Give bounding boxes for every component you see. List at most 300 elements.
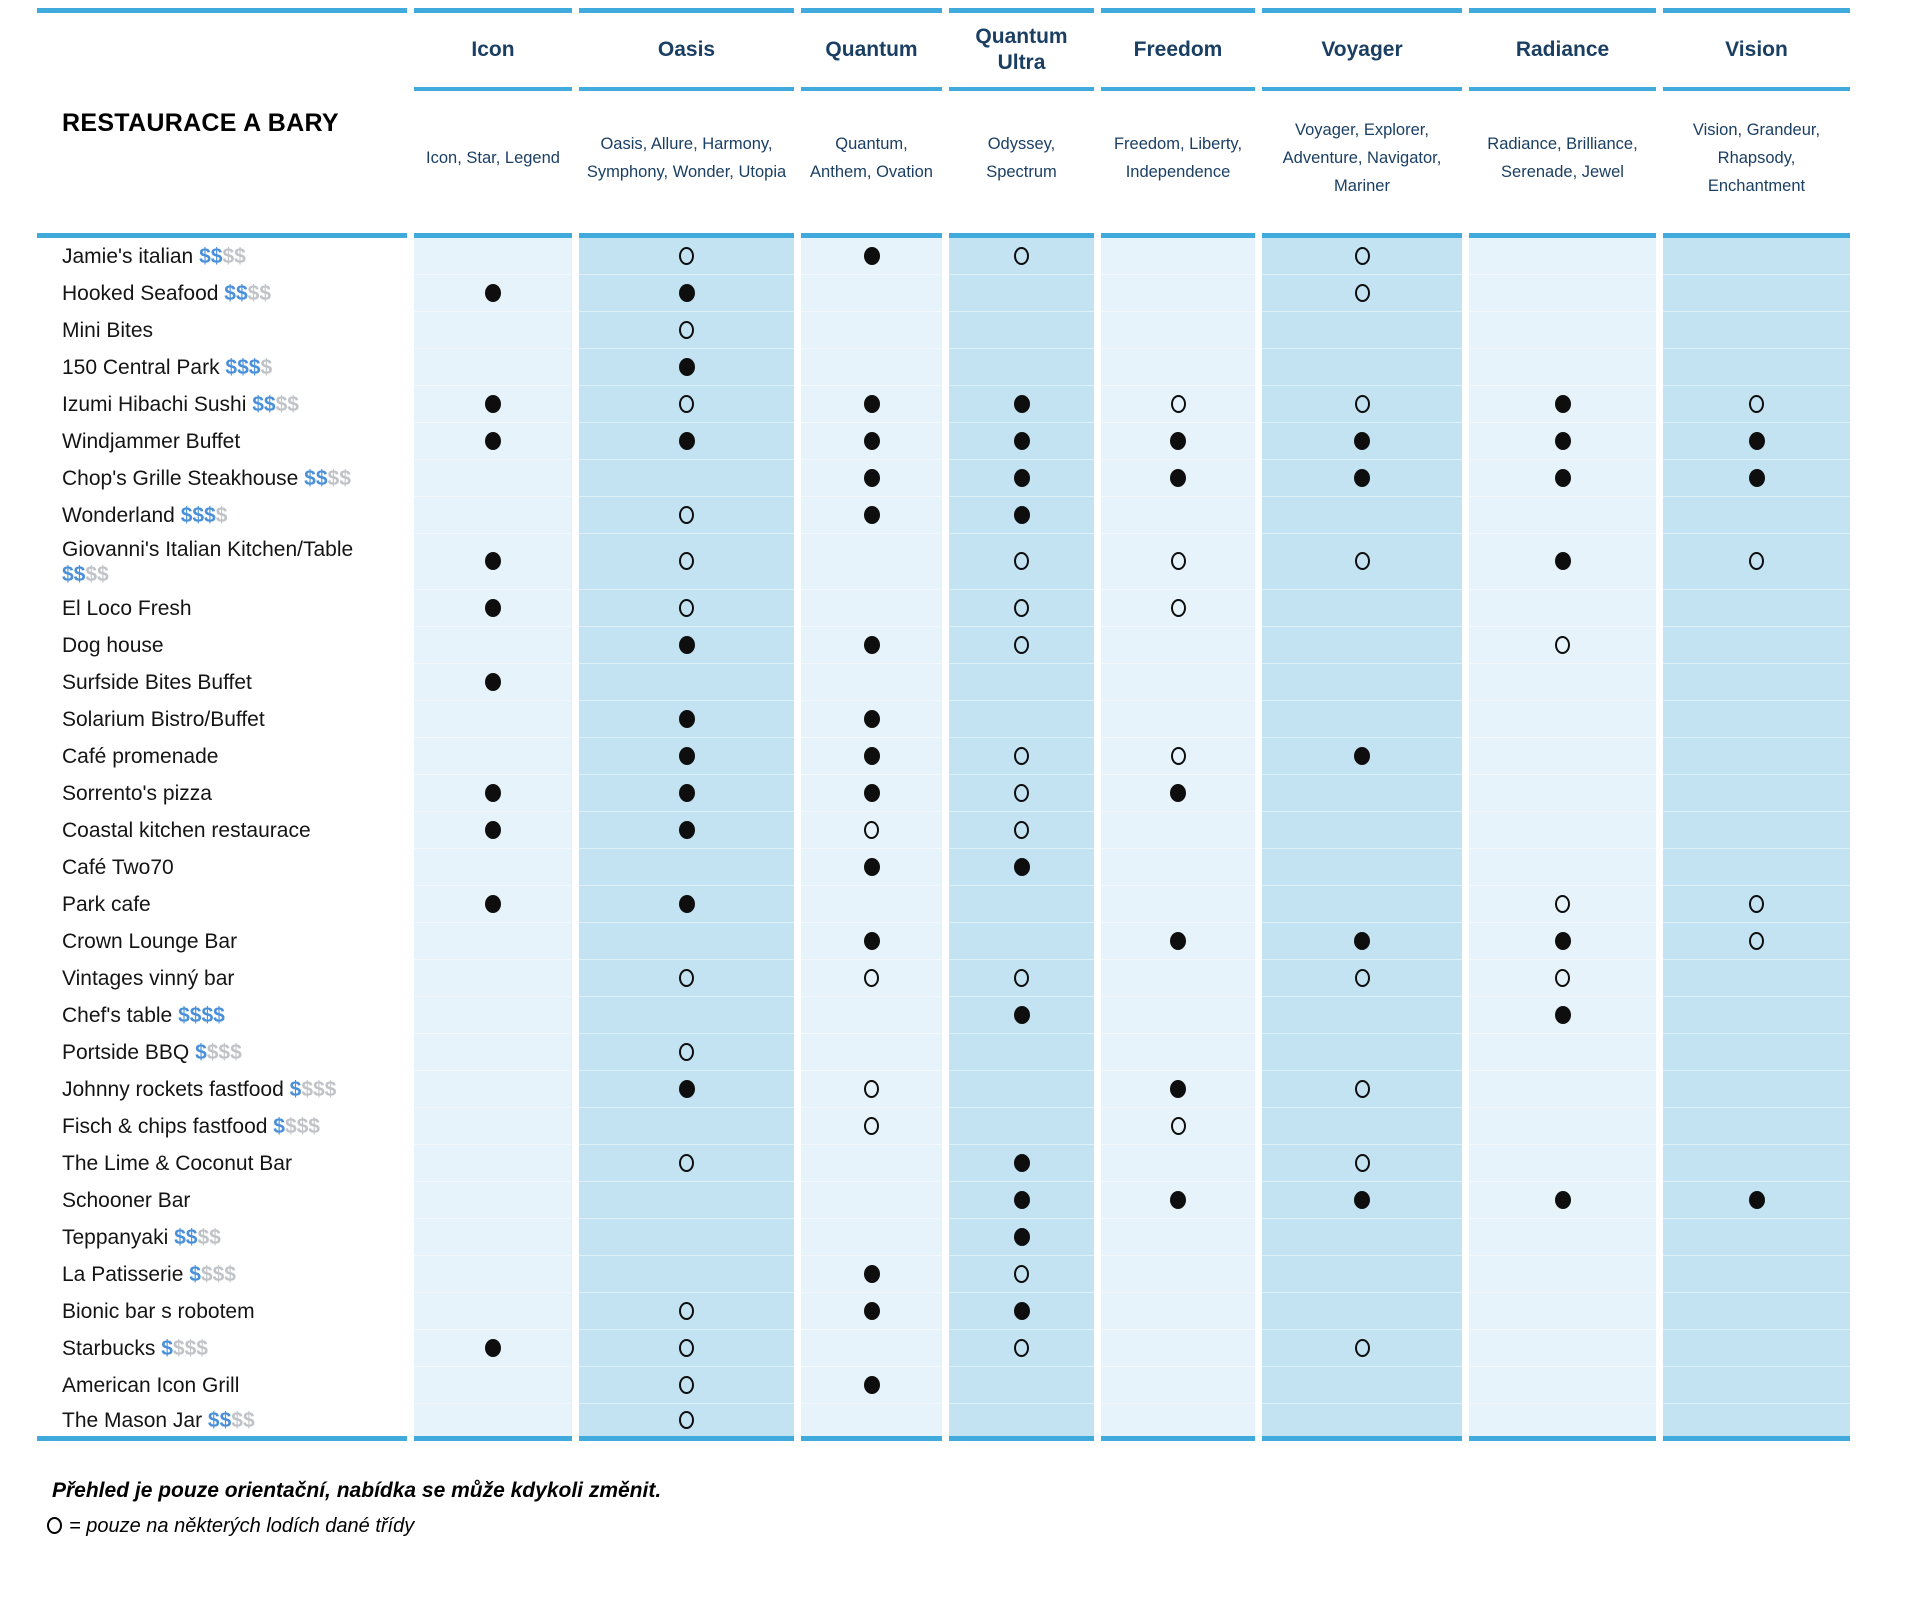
restaurant-name: Dog house bbox=[62, 634, 164, 657]
availability-cell bbox=[579, 238, 794, 275]
open-circle-icon bbox=[47, 1517, 62, 1534]
availability-cell bbox=[801, 849, 942, 886]
availability-cell bbox=[949, 738, 1094, 775]
availability-cell bbox=[414, 738, 572, 775]
availability-cell bbox=[1469, 534, 1656, 590]
filled-dot-icon bbox=[864, 506, 880, 524]
filled-dot-icon bbox=[1555, 1191, 1571, 1209]
availability-cell bbox=[949, 627, 1094, 664]
restaurant-name-cell bbox=[37, 701, 407, 738]
restaurant-name: Izumi Hibachi Sushi bbox=[62, 393, 247, 416]
availability-cell bbox=[801, 1145, 942, 1182]
restaurant-name: The Lime & Coconut Bar bbox=[62, 1152, 292, 1175]
ships-list-freedom: Freedom, Liberty, Independence bbox=[1101, 91, 1255, 238]
restaurant-name-cell bbox=[37, 664, 407, 701]
open-circle-icon bbox=[679, 1411, 694, 1429]
filled-dot-icon bbox=[864, 432, 880, 450]
restaurant-row-crown-lounge-bar bbox=[37, 923, 1850, 960]
open-circle-icon bbox=[679, 969, 694, 987]
availability-cell bbox=[579, 1034, 794, 1071]
restaurant-name-cell bbox=[37, 997, 407, 1034]
availability-cell bbox=[1469, 238, 1656, 275]
availability-cell bbox=[1469, 1330, 1656, 1367]
filled-dot-icon bbox=[1014, 858, 1030, 876]
open-circle-icon bbox=[1014, 599, 1029, 617]
availability-cell bbox=[1469, 1219, 1656, 1256]
availability-cell bbox=[1663, 960, 1850, 997]
filled-dot-icon bbox=[864, 932, 880, 950]
availability-cell bbox=[1469, 1367, 1656, 1404]
availability-cell bbox=[1663, 460, 1850, 497]
restaurant-name: Portside BBQ bbox=[62, 1041, 190, 1064]
price-level: $ bbox=[155, 1337, 173, 1360]
ships-list-oasis: Oasis, Allure, Harmony, Symphony, Wonder, Utopia bbox=[579, 91, 794, 238]
price-level: $$ bbox=[62, 563, 86, 586]
open-circle-icon bbox=[1014, 784, 1029, 802]
restaurant-name: Starbucks bbox=[62, 1337, 156, 1360]
availability-cell bbox=[1663, 349, 1850, 386]
restaurant-name-cell bbox=[37, 497, 407, 534]
availability-cell bbox=[1101, 701, 1255, 738]
availability-cell bbox=[801, 627, 942, 664]
restaurant-name-cell bbox=[37, 886, 407, 923]
open-circle-icon bbox=[1171, 395, 1186, 413]
restaurant-name-cell bbox=[37, 349, 407, 386]
open-circle-icon bbox=[679, 599, 694, 617]
filled-dot-icon bbox=[864, 710, 880, 728]
availability-cell bbox=[414, 775, 572, 812]
availability-cell bbox=[1469, 738, 1656, 775]
availability-cell bbox=[1262, 1367, 1462, 1404]
availability-cell bbox=[801, 534, 942, 590]
restaurant-name: Giovanni's Italian Kitchen/Table bbox=[62, 538, 354, 561]
availability-cell bbox=[1469, 701, 1656, 738]
availability-cell bbox=[1262, 849, 1462, 886]
price-level-muted: $$$ bbox=[206, 1041, 242, 1064]
price-level: $$$$ bbox=[172, 1004, 225, 1027]
restaurant-name-cell bbox=[37, 1367, 407, 1404]
availability-cell bbox=[1469, 886, 1656, 923]
availability-cell bbox=[1101, 997, 1255, 1034]
availability-cell bbox=[801, 997, 942, 1034]
availability-cell bbox=[949, 349, 1094, 386]
availability-cell bbox=[1101, 497, 1255, 534]
availability-cell bbox=[1101, 664, 1255, 701]
price-level-muted: $$ bbox=[231, 1408, 255, 1432]
filled-dot-icon bbox=[1555, 552, 1571, 570]
availability-cell bbox=[1262, 275, 1462, 312]
restaurant-name-cell bbox=[37, 812, 407, 849]
availability-cell bbox=[1663, 386, 1850, 423]
availability-cell bbox=[414, 423, 572, 460]
restaurant-name: Jamie's italian bbox=[62, 245, 194, 268]
availability-cell bbox=[949, 1071, 1094, 1108]
open-circle-icon bbox=[1171, 599, 1186, 617]
restaurant-name-cell bbox=[37, 460, 407, 497]
restaurant-name: Solarium Bistro/Buffet bbox=[62, 708, 265, 731]
price-level-muted: $$$ bbox=[284, 1115, 320, 1138]
restaurant-row-sorrento-s-pizza bbox=[37, 775, 1850, 812]
availability-cell bbox=[1469, 997, 1656, 1034]
restaurant-name: Surfside Bites Buffet bbox=[62, 671, 252, 694]
availability-cell bbox=[579, 1219, 794, 1256]
availability-cell bbox=[414, 886, 572, 923]
disclaimer-note: Přehled je pouze orientační, nabídka se může kdykoli změnit. bbox=[52, 1479, 662, 1502]
restaurant-name: Hooked Seafood bbox=[62, 282, 219, 305]
restaurant-name-cell bbox=[37, 738, 407, 775]
availability-cell bbox=[414, 1293, 572, 1330]
availability-cell bbox=[1469, 1256, 1656, 1293]
restaurant-name: The Mason Jar bbox=[62, 1408, 203, 1432]
availability-cell bbox=[1663, 238, 1850, 275]
open-circle-icon bbox=[679, 395, 694, 413]
availability-cell bbox=[1262, 349, 1462, 386]
availability-cell bbox=[801, 460, 942, 497]
availability-cell bbox=[1663, 1293, 1850, 1330]
availability-cell bbox=[579, 849, 794, 886]
filled-dot-icon bbox=[1354, 932, 1370, 950]
restaurant-name-cell bbox=[37, 312, 407, 349]
availability-cell bbox=[579, 997, 794, 1034]
filled-dot-icon bbox=[1749, 432, 1765, 450]
restaurant-name: Windjammer Buffet bbox=[62, 430, 241, 453]
open-circle-icon bbox=[1171, 747, 1186, 765]
availability-cell bbox=[949, 1330, 1094, 1367]
availability-cell bbox=[1469, 1404, 1656, 1441]
availability-cell bbox=[1663, 701, 1850, 738]
ships-list-voyager: Voyager, Explorer, Adventure, Navigator, Mariner bbox=[1262, 91, 1462, 238]
availability-cell bbox=[1101, 1071, 1255, 1108]
restaurant-row-coastal-kitchen-restaurace bbox=[37, 812, 1850, 849]
availability-cell bbox=[801, 960, 942, 997]
availability-cell bbox=[949, 1108, 1094, 1145]
restaurant-row-150-central-park bbox=[37, 349, 1850, 386]
price-level-muted: $$ bbox=[275, 393, 299, 416]
availability-cell bbox=[1262, 497, 1462, 534]
restaurant-name-cell bbox=[37, 386, 407, 423]
open-circle-icon bbox=[1749, 395, 1764, 413]
availability-cell bbox=[1469, 1034, 1656, 1071]
availability-cell bbox=[1663, 1367, 1850, 1404]
filled-dot-icon bbox=[485, 895, 501, 913]
availability-cell bbox=[1469, 460, 1656, 497]
filled-dot-icon bbox=[1354, 469, 1370, 487]
availability-cell bbox=[949, 275, 1094, 312]
open-circle-icon bbox=[864, 969, 879, 987]
filled-dot-icon bbox=[485, 395, 501, 413]
restaurant-name: Crown Lounge Bar bbox=[62, 930, 238, 953]
restaurant-name-cell bbox=[37, 960, 407, 997]
availability-cell bbox=[414, 701, 572, 738]
availability-cell bbox=[949, 886, 1094, 923]
filled-dot-icon bbox=[864, 858, 880, 876]
ships-list-quantum: Quantum, Anthem, Ovation bbox=[801, 91, 942, 238]
restaurant-name-cell bbox=[37, 238, 407, 275]
availability-cell bbox=[1469, 423, 1656, 460]
restaurant-name-cell bbox=[37, 1034, 407, 1071]
filled-dot-icon bbox=[679, 358, 695, 376]
availability-cell bbox=[414, 1145, 572, 1182]
matrix-corner-header bbox=[37, 8, 407, 238]
restaurant-row-chop-s-grille-steakhouse bbox=[37, 460, 1850, 497]
restaurant-name-cell bbox=[37, 923, 407, 960]
restaurant-name: Mini Bites bbox=[62, 319, 154, 342]
restaurant-row-chef-s-table bbox=[37, 997, 1850, 1034]
availability-cell bbox=[1469, 627, 1656, 664]
filled-dot-icon bbox=[485, 599, 501, 617]
restaurant-name: Café promenade bbox=[62, 745, 219, 768]
availability-cell bbox=[414, 1256, 572, 1293]
availability-cell bbox=[1262, 960, 1462, 997]
availability-cell bbox=[579, 1108, 794, 1145]
availability-cell bbox=[1469, 923, 1656, 960]
availability-cell bbox=[414, 960, 572, 997]
restaurant-name: Café Two70 bbox=[62, 856, 174, 879]
restaurant-row-teppanyaki bbox=[37, 1219, 1850, 1256]
restaurant-name: Fisch & chips fastfood bbox=[62, 1115, 268, 1138]
availability-cell bbox=[1663, 849, 1850, 886]
open-circle-icon bbox=[1014, 1339, 1029, 1357]
availability-cell bbox=[1663, 423, 1850, 460]
availability-cell bbox=[1663, 1256, 1850, 1293]
restaurant-row-izumi-hibachi-sushi bbox=[37, 386, 1850, 423]
availability-cell bbox=[1469, 1182, 1656, 1219]
restaurant-row-the-lime-coconut-bar bbox=[37, 1145, 1850, 1182]
ships-list-quantum-ultra: Odyssey, Spectrum bbox=[949, 91, 1094, 238]
price-level: $$ bbox=[218, 282, 248, 305]
open-circle-icon bbox=[1355, 969, 1370, 987]
restaurant-row-jamie-s-italian bbox=[37, 238, 1850, 275]
restaurant-name: Vintages vinný bar bbox=[62, 967, 235, 990]
restaurant-name-cell bbox=[37, 1182, 407, 1219]
open-circle-icon bbox=[1555, 895, 1570, 913]
filled-dot-icon bbox=[679, 1080, 695, 1098]
availability-cell bbox=[1262, 238, 1462, 275]
availability-cell bbox=[1101, 1182, 1255, 1219]
availability-cell bbox=[801, 349, 942, 386]
class-header-voyager: Voyager bbox=[1262, 8, 1462, 91]
open-circle-icon bbox=[1014, 969, 1029, 987]
price-level-muted: $$ bbox=[247, 282, 272, 305]
open-circle-icon bbox=[1355, 284, 1370, 302]
filled-dot-icon bbox=[864, 247, 880, 265]
availability-cell bbox=[579, 775, 794, 812]
open-circle-icon bbox=[1355, 1080, 1370, 1098]
availability-cell bbox=[801, 923, 942, 960]
open-circle-icon bbox=[1355, 247, 1370, 265]
availability-cell bbox=[579, 1182, 794, 1219]
legend-text: = pouze na některých lodích dané třídy bbox=[69, 1515, 415, 1537]
availability-cell bbox=[1101, 849, 1255, 886]
price-level: $$$ bbox=[174, 504, 216, 527]
availability-cell bbox=[1262, 423, 1462, 460]
restaurant-row-starbucks bbox=[37, 1330, 1850, 1367]
filled-dot-icon bbox=[1014, 469, 1030, 487]
restaurant-row-the-mason-jar bbox=[37, 1404, 1850, 1441]
availability-cell bbox=[1262, 923, 1462, 960]
availability-cell bbox=[1101, 775, 1255, 812]
availability-cell bbox=[1469, 812, 1656, 849]
restaurant-name: Chop's Grille Steakhouse bbox=[62, 467, 299, 490]
availability-cell bbox=[579, 1404, 794, 1441]
availability-cell bbox=[1262, 460, 1462, 497]
filled-dot-icon bbox=[864, 1376, 880, 1394]
open-circle-icon bbox=[679, 1043, 694, 1061]
restaurant-row-caf-promenade bbox=[37, 738, 1850, 775]
restaurant-row-fisch-chips-fastfood bbox=[37, 1108, 1850, 1145]
availability-cell bbox=[801, 1367, 942, 1404]
availability-cell bbox=[414, 664, 572, 701]
availability-cell bbox=[1262, 1219, 1462, 1256]
open-circle-icon bbox=[864, 821, 879, 839]
availability-cell bbox=[1101, 386, 1255, 423]
filled-dot-icon bbox=[864, 1302, 880, 1320]
availability-cell bbox=[1663, 275, 1850, 312]
price-level: $ bbox=[267, 1115, 285, 1138]
availability-cell bbox=[1101, 423, 1255, 460]
availability-cell bbox=[414, 1219, 572, 1256]
restaurant-row-park-cafe bbox=[37, 886, 1850, 923]
availability-cell bbox=[579, 349, 794, 386]
open-circle-icon bbox=[1749, 552, 1764, 570]
price-level: $$ bbox=[193, 245, 223, 268]
filled-dot-icon bbox=[1014, 506, 1030, 524]
availability-cell bbox=[1469, 1145, 1656, 1182]
availability-cell bbox=[949, 701, 1094, 738]
filled-dot-icon bbox=[1170, 432, 1186, 450]
availability-cell bbox=[414, 1404, 572, 1441]
restaurant-name: Sorrento's pizza bbox=[62, 782, 212, 805]
filled-dot-icon bbox=[679, 784, 695, 802]
class-header-quantum: Quantum bbox=[801, 8, 942, 91]
class-header-radiance: Radiance bbox=[1469, 8, 1656, 91]
filled-dot-icon bbox=[1354, 1191, 1370, 1209]
availability-cell bbox=[1663, 590, 1850, 627]
availability-cell bbox=[1101, 590, 1255, 627]
filled-dot-icon bbox=[679, 821, 695, 839]
availability-cell bbox=[579, 312, 794, 349]
availability-cell bbox=[414, 1182, 572, 1219]
price-level: $$$ bbox=[219, 356, 261, 379]
availability-cell bbox=[414, 1330, 572, 1367]
price-level-muted: $ bbox=[260, 356, 273, 379]
price-level-muted: $$ bbox=[222, 245, 246, 268]
availability-cell bbox=[414, 997, 572, 1034]
open-circle-icon bbox=[679, 1154, 694, 1172]
class-header-quantum-ultra: Quantum Ultra bbox=[949, 8, 1094, 91]
availability-cell bbox=[1469, 775, 1656, 812]
availability-cell bbox=[579, 1145, 794, 1182]
availability-cell bbox=[1101, 349, 1255, 386]
availability-cell bbox=[949, 460, 1094, 497]
restaurant-row-surfside-bites-buffet bbox=[37, 664, 1850, 701]
open-circle-icon bbox=[1171, 1117, 1186, 1135]
filled-dot-icon bbox=[864, 784, 880, 802]
availability-cell bbox=[579, 1256, 794, 1293]
filled-dot-icon bbox=[1014, 1191, 1030, 1209]
price-level-muted: $$$ bbox=[200, 1263, 236, 1286]
restaurant-name-cell bbox=[37, 275, 407, 312]
restaurant-name-cell bbox=[37, 423, 407, 460]
filled-dot-icon bbox=[1014, 1006, 1030, 1024]
availability-cell bbox=[1101, 1145, 1255, 1182]
filled-dot-icon bbox=[679, 432, 695, 450]
open-circle-icon bbox=[1014, 552, 1029, 570]
restaurant-row-hooked-seafood bbox=[37, 275, 1850, 312]
restaurant-name: Park cafe bbox=[62, 893, 151, 916]
open-circle-icon bbox=[1014, 636, 1029, 654]
price-level-muted: $$ bbox=[85, 563, 109, 586]
availability-cell bbox=[1469, 1293, 1656, 1330]
restaurant-row-portside-bbq bbox=[37, 1034, 1850, 1071]
availability-cell bbox=[579, 460, 794, 497]
availability-cell bbox=[801, 664, 942, 701]
availability-cell bbox=[579, 923, 794, 960]
price-level-muted: $$$ bbox=[301, 1078, 337, 1101]
filled-dot-icon bbox=[1014, 1154, 1030, 1172]
availability-cell bbox=[1663, 497, 1850, 534]
restaurant-name-cell bbox=[37, 1404, 407, 1441]
ships-list-icon: Icon, Star, Legend bbox=[414, 91, 572, 238]
open-circle-icon bbox=[679, 1339, 694, 1357]
availability-cell bbox=[801, 1219, 942, 1256]
filled-dot-icon bbox=[1354, 432, 1370, 450]
availability-cell bbox=[1469, 386, 1656, 423]
open-circle-icon bbox=[1355, 1154, 1370, 1172]
availability-cell bbox=[1101, 238, 1255, 275]
open-circle-icon bbox=[864, 1117, 879, 1135]
filled-dot-icon bbox=[1170, 784, 1186, 802]
restaurant-name: Coastal kitchen restaurace bbox=[62, 819, 311, 842]
availability-cell bbox=[579, 534, 794, 590]
availability-cell bbox=[949, 238, 1094, 275]
availability-cell bbox=[1663, 1071, 1850, 1108]
restaurant-name-cell bbox=[37, 775, 407, 812]
open-circle-icon bbox=[1555, 636, 1570, 654]
availability-cell bbox=[414, 1071, 572, 1108]
open-circle-icon bbox=[1355, 1339, 1370, 1357]
open-circle-icon bbox=[679, 321, 694, 339]
availability-cell bbox=[1101, 923, 1255, 960]
availability-cell bbox=[801, 423, 942, 460]
restaurant-row-giovanni-s-italian-kitchen-table bbox=[37, 534, 1850, 590]
availability-cell bbox=[1469, 349, 1656, 386]
availability-cell bbox=[1101, 812, 1255, 849]
availability-cell bbox=[414, 386, 572, 423]
availability-cell bbox=[949, 849, 1094, 886]
ships-list-radiance: Radiance, Brilliance, Serenade, Jewel bbox=[1469, 91, 1656, 238]
price-level: $$ bbox=[298, 467, 328, 490]
availability-cell bbox=[949, 1145, 1094, 1182]
availability-cell bbox=[949, 923, 1094, 960]
restaurant-name-cell bbox=[37, 627, 407, 664]
availability-cell bbox=[414, 349, 572, 386]
availability-cell bbox=[801, 1330, 942, 1367]
price-level: $$ bbox=[202, 1408, 232, 1432]
availability-cell bbox=[1262, 1256, 1462, 1293]
ships-list-vision: Vision, Grandeur, Rhapsody, Enchantment bbox=[1663, 91, 1850, 238]
availability-cell bbox=[1262, 590, 1462, 627]
availability-cell bbox=[579, 886, 794, 923]
availability-cell bbox=[414, 849, 572, 886]
filled-dot-icon bbox=[679, 747, 695, 765]
availability-cell bbox=[949, 497, 1094, 534]
availability-cell bbox=[414, 238, 572, 275]
price-level-muted: $$$ bbox=[172, 1337, 208, 1360]
restaurant-row-american-icon-grill bbox=[37, 1367, 1850, 1404]
availability-cell bbox=[1101, 1034, 1255, 1071]
availability-cell bbox=[1262, 1404, 1462, 1441]
